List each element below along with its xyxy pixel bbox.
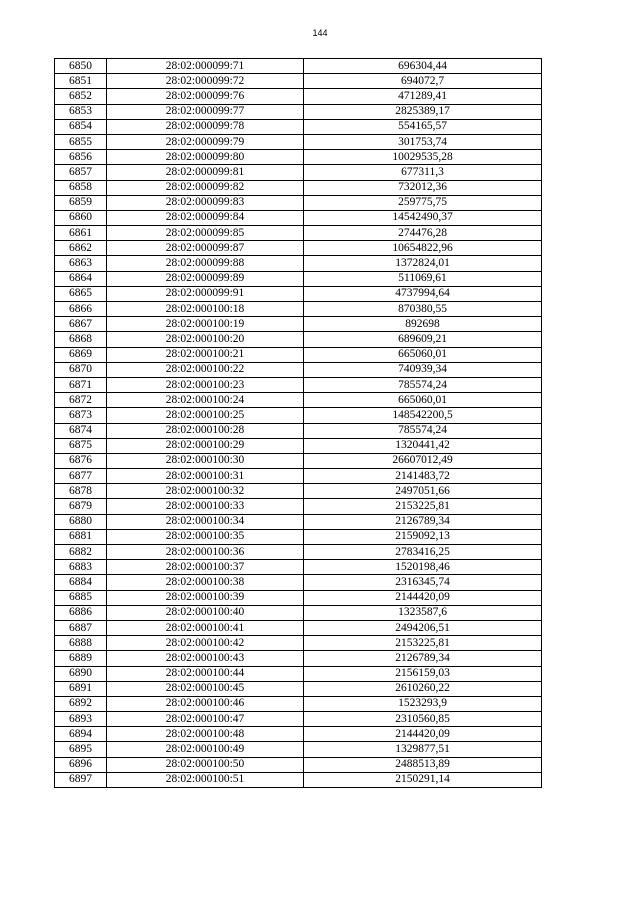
row-number-cell: 6877 xyxy=(55,469,107,484)
cadastral-number-cell: 28:02:000100:19 xyxy=(107,317,304,332)
cadastral-number-cell: 28:02:000100:28 xyxy=(107,423,304,438)
cadastral-number-cell: 28:02:000100:50 xyxy=(107,757,304,772)
value-cell: 2144420,09 xyxy=(304,590,542,605)
row-number-cell: 6885 xyxy=(55,590,107,605)
cadastral-number-cell: 28:02:000100:29 xyxy=(107,438,304,453)
value-cell: 14542490,37 xyxy=(304,210,542,225)
table-row xyxy=(55,119,542,134)
cadastral-number-cell: 28:02:000100:20 xyxy=(107,332,304,347)
row-number-cell: 6864 xyxy=(55,271,107,286)
value-cell: 1329877,51 xyxy=(304,742,542,757)
table-row xyxy=(55,104,542,119)
value-cell: 471289,41 xyxy=(304,89,542,104)
row-number-cell: 6872 xyxy=(55,393,107,408)
cadastral-number-cell: 28:02:000100:45 xyxy=(107,681,304,696)
row-number-cell: 6853 xyxy=(55,104,107,119)
table-row xyxy=(55,590,542,605)
value-cell: 2497051,66 xyxy=(304,484,542,499)
row-number-cell: 6881 xyxy=(55,529,107,544)
value-cell: 732012,36 xyxy=(304,180,542,195)
row-number-cell: 6886 xyxy=(55,605,107,620)
table-row xyxy=(55,74,542,89)
table-row xyxy=(55,271,542,286)
value-cell: 4737994,64 xyxy=(304,286,542,301)
table-row xyxy=(55,347,542,362)
table-row xyxy=(55,620,542,635)
value-cell: 665060,01 xyxy=(304,347,542,362)
row-number-cell: 6868 xyxy=(55,332,107,347)
cadastral-number-cell: 28:02:000100:51 xyxy=(107,772,304,787)
table-row xyxy=(55,484,542,499)
cadastral-number-cell: 28:02:000100:39 xyxy=(107,590,304,605)
value-cell: 301753,74 xyxy=(304,134,542,149)
value-cell: 2156159,03 xyxy=(304,666,542,681)
cadastral-number-cell: 28:02:000099:81 xyxy=(107,165,304,180)
cadastral-number-cell: 28:02:000100:33 xyxy=(107,499,304,514)
cadastral-number-cell: 28:02:000100:41 xyxy=(107,620,304,635)
table-row xyxy=(55,377,542,392)
cadastral-number-cell: 28:02:000099:78 xyxy=(107,119,304,134)
value-cell: 26607012,49 xyxy=(304,453,542,468)
row-number-cell: 6856 xyxy=(55,150,107,165)
row-number-cell: 6855 xyxy=(55,134,107,149)
row-number-cell: 6894 xyxy=(55,727,107,742)
cadastral-number-cell: 28:02:000100:22 xyxy=(107,362,304,377)
table-row xyxy=(55,499,542,514)
row-number-cell: 6875 xyxy=(55,438,107,453)
value-cell: 10654822,96 xyxy=(304,241,542,256)
row-number-cell: 6866 xyxy=(55,302,107,317)
table-row xyxy=(55,59,542,74)
cadastral-number-cell: 28:02:000100:36 xyxy=(107,545,304,560)
cadastral-number-cell: 28:02:000100:32 xyxy=(107,484,304,499)
value-cell: 870380,55 xyxy=(304,302,542,317)
cadastral-number-cell: 28:02:000100:18 xyxy=(107,302,304,317)
table-row xyxy=(55,423,542,438)
table-row xyxy=(55,469,542,484)
cadastral-number-cell: 28:02:000099:83 xyxy=(107,195,304,210)
cadastral-number-cell: 28:02:000100:43 xyxy=(107,651,304,666)
value-cell: 2153225,81 xyxy=(304,636,542,651)
table-row xyxy=(55,180,542,195)
value-cell: 148542200,5 xyxy=(304,408,542,423)
value-cell: 677311,3 xyxy=(304,165,542,180)
table-row xyxy=(55,453,542,468)
table-row xyxy=(55,666,542,681)
table-row xyxy=(55,362,542,377)
value-cell: 2310560,85 xyxy=(304,712,542,727)
table-row xyxy=(55,742,542,757)
value-cell: 2494206,51 xyxy=(304,620,542,635)
table-row xyxy=(55,651,542,666)
table-row xyxy=(55,210,542,225)
cadastral-number-cell: 28:02:000100:30 xyxy=(107,453,304,468)
table-row xyxy=(55,529,542,544)
value-cell: 2488513,89 xyxy=(304,757,542,772)
row-number-cell: 6871 xyxy=(55,377,107,392)
table-row xyxy=(55,772,542,787)
row-number-cell: 6891 xyxy=(55,681,107,696)
cadastral-number-cell: 28:02:000099:85 xyxy=(107,226,304,241)
cadastral-number-cell: 28:02:000099:71 xyxy=(107,59,304,74)
row-number-cell: 6878 xyxy=(55,484,107,499)
row-number-cell: 6879 xyxy=(55,499,107,514)
table-row xyxy=(55,696,542,711)
cadastral-number-cell: 28:02:000100:47 xyxy=(107,712,304,727)
table-row xyxy=(55,241,542,256)
table-row xyxy=(55,256,542,271)
row-number-cell: 6895 xyxy=(55,742,107,757)
row-number-cell: 6852 xyxy=(55,89,107,104)
cadastral-number-cell: 28:02:000100:42 xyxy=(107,636,304,651)
row-number-cell: 6890 xyxy=(55,666,107,681)
cadastral-number-cell: 28:02:000100:34 xyxy=(107,514,304,529)
cadastral-number-cell: 28:02:000099:87 xyxy=(107,241,304,256)
row-number-cell: 6862 xyxy=(55,241,107,256)
value-cell: 2610260,22 xyxy=(304,681,542,696)
value-cell: 2783416,25 xyxy=(304,545,542,560)
table-body xyxy=(55,59,542,788)
value-cell: 274476,28 xyxy=(304,226,542,241)
value-cell: 892698 xyxy=(304,317,542,332)
row-number-cell: 6893 xyxy=(55,712,107,727)
value-cell: 1323587,6 xyxy=(304,605,542,620)
cadastral-number-cell: 28:02:000100:21 xyxy=(107,347,304,362)
value-cell: 665060,01 xyxy=(304,393,542,408)
cadastral-value-table xyxy=(54,58,542,788)
value-cell: 785574,24 xyxy=(304,423,542,438)
cadastral-number-cell: 28:02:000100:23 xyxy=(107,377,304,392)
cadastral-number-cell: 28:02:000100:37 xyxy=(107,560,304,575)
table-row xyxy=(55,712,542,727)
table-row xyxy=(55,165,542,180)
row-number-cell: 6857 xyxy=(55,165,107,180)
table-row xyxy=(55,514,542,529)
cadastral-number-cell: 28:02:000099:79 xyxy=(107,134,304,149)
row-number-cell: 6851 xyxy=(55,74,107,89)
value-cell: 694072,7 xyxy=(304,74,542,89)
row-number-cell: 6880 xyxy=(55,514,107,529)
page-number: 144 xyxy=(312,28,328,38)
cadastral-number-cell: 28:02:000099:82 xyxy=(107,180,304,195)
value-cell: 1520198,46 xyxy=(304,560,542,575)
cadastral-number-cell: 28:02:000099:80 xyxy=(107,150,304,165)
row-number-cell: 6850 xyxy=(55,59,107,74)
table-row xyxy=(55,286,542,301)
table-row xyxy=(55,150,542,165)
table-row xyxy=(55,438,542,453)
row-number-cell: 6859 xyxy=(55,195,107,210)
value-cell: 2153225,81 xyxy=(304,499,542,514)
row-number-cell: 6892 xyxy=(55,696,107,711)
table-row xyxy=(55,393,542,408)
value-cell: 1372824,01 xyxy=(304,256,542,271)
cadastral-number-cell: 28:02:000099:76 xyxy=(107,89,304,104)
row-number-cell: 6883 xyxy=(55,560,107,575)
row-number-cell: 6887 xyxy=(55,620,107,635)
cadastral-number-cell: 28:02:000099:84 xyxy=(107,210,304,225)
cadastral-number-cell: 28:02:000100:24 xyxy=(107,393,304,408)
cadastral-number-cell: 28:02:000100:38 xyxy=(107,575,304,590)
row-number-cell: 6854 xyxy=(55,119,107,134)
row-number-cell: 6889 xyxy=(55,651,107,666)
value-cell: 689609,21 xyxy=(304,332,542,347)
cadastral-number-cell: 28:02:000100:40 xyxy=(107,605,304,620)
value-cell: 2150291,14 xyxy=(304,772,542,787)
table-row xyxy=(55,195,542,210)
value-cell: 696304,44 xyxy=(304,59,542,74)
cadastral-number-cell: 28:02:000100:35 xyxy=(107,529,304,544)
value-cell: 2144420,09 xyxy=(304,727,542,742)
table-row xyxy=(55,605,542,620)
table-row xyxy=(55,89,542,104)
cadastral-number-cell: 28:02:000100:25 xyxy=(107,408,304,423)
row-number-cell: 6888 xyxy=(55,636,107,651)
table-row xyxy=(55,575,542,590)
row-number-cell: 6861 xyxy=(55,226,107,241)
value-cell: 2126789,34 xyxy=(304,651,542,666)
table-row xyxy=(55,317,542,332)
cadastral-number-cell: 28:02:000100:44 xyxy=(107,666,304,681)
table-row xyxy=(55,408,542,423)
value-cell: 2316345,74 xyxy=(304,575,542,590)
cadastral-number-cell: 28:02:000099:91 xyxy=(107,286,304,301)
row-number-cell: 6896 xyxy=(55,757,107,772)
row-number-cell: 6870 xyxy=(55,362,107,377)
row-number-cell: 6873 xyxy=(55,408,107,423)
table-row xyxy=(55,727,542,742)
row-number-cell: 6876 xyxy=(55,453,107,468)
row-number-cell: 6860 xyxy=(55,210,107,225)
table-row xyxy=(55,545,542,560)
value-cell: 10029535,28 xyxy=(304,150,542,165)
table-row xyxy=(55,302,542,317)
value-cell: 554165,57 xyxy=(304,119,542,134)
value-cell: 259775,75 xyxy=(304,195,542,210)
cadastral-number-cell: 28:02:000099:88 xyxy=(107,256,304,271)
row-number-cell: 6867 xyxy=(55,317,107,332)
row-number-cell: 6884 xyxy=(55,575,107,590)
cadastral-number-cell: 28:02:000099:77 xyxy=(107,104,304,119)
cadastral-number-cell: 28:02:000100:49 xyxy=(107,742,304,757)
value-cell: 2126789,34 xyxy=(304,514,542,529)
table-row xyxy=(55,757,542,772)
table-row xyxy=(55,332,542,347)
value-cell: 2825389,17 xyxy=(304,104,542,119)
table-row xyxy=(55,636,542,651)
value-cell: 785574,24 xyxy=(304,377,542,392)
table-row xyxy=(55,226,542,241)
value-cell: 511069,61 xyxy=(304,271,542,286)
row-number-cell: 6858 xyxy=(55,180,107,195)
row-number-cell: 6869 xyxy=(55,347,107,362)
cadastral-number-cell: 28:02:000100:48 xyxy=(107,727,304,742)
row-number-cell: 6882 xyxy=(55,545,107,560)
row-number-cell: 6865 xyxy=(55,286,107,301)
cadastral-number-cell: 28:02:000099:89 xyxy=(107,271,304,286)
table-row xyxy=(55,560,542,575)
value-cell: 1320441,42 xyxy=(304,438,542,453)
table-row xyxy=(55,134,542,149)
cadastral-number-cell: 28:02:000100:46 xyxy=(107,696,304,711)
value-cell: 1523293,9 xyxy=(304,696,542,711)
value-cell: 2159092,13 xyxy=(304,529,542,544)
row-number-cell: 6874 xyxy=(55,423,107,438)
cadastral-number-cell: 28:02:000100:31 xyxy=(107,469,304,484)
row-number-cell: 6863 xyxy=(55,256,107,271)
table-row xyxy=(55,681,542,696)
value-cell: 740939,34 xyxy=(304,362,542,377)
cadastral-number-cell: 28:02:000099:72 xyxy=(107,74,304,89)
value-cell: 2141483,72 xyxy=(304,469,542,484)
row-number-cell: 6897 xyxy=(55,772,107,787)
